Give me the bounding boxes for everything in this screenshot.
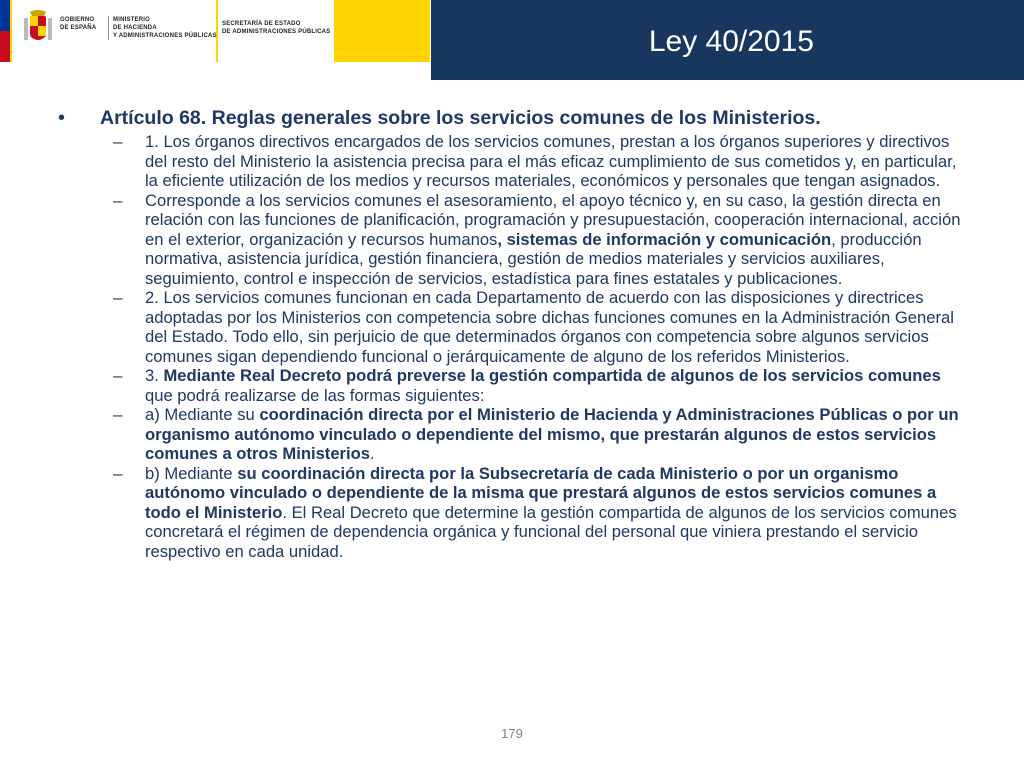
- bold-text-run: su coordinación directa por la Subsecretaría de cada Ministerio o por un organismo autónomo vinculado o dependiente de la misma que prestará algunos de estos servicios comunes a todo el Ministerio: [145, 463, 937, 522]
- logo-government-text: GOBIERNO DE ESPAÑA: [60, 17, 97, 31]
- sub-bullet-item: [113, 405, 973, 464]
- bold-text-run: Mediante Real Decreto podrá preverse la gestión compartida de algunos de los servicios comunes: [163, 366, 941, 385]
- dash-icon: –: [113, 190, 123, 210]
- sub-bullet-text: [145, 464, 973, 562]
- logo-secretaria-text: SECRETARÍA DE ESTADO DE ADMINISTRACIONES PÚBLICAS: [222, 21, 331, 35]
- text-run: 1. Los órganos directivos encargados de los servicios comunes, prestan a los órganos superiores y directivos del resto del Ministerio la asistencia precisa para el más eficaz cumplimiento de sus cometidos y, en particular, la eficiente utilización de los medios y recursos materiales, económicos y personales que tengan asignados.: [145, 132, 957, 190]
- text-run: b) Mediante: [145, 463, 238, 483]
- bold-text-run: coordinación directa por el Ministerio de Hacienda y Administraciones Públicas o por un organismo autónomo vinculado o dependiente del mismo, que prestarán algunos de estos servicios comunes a otros Ministerios: [145, 405, 959, 463]
- sub-bullet-item: [113, 464, 973, 562]
- article-heading: Artículo 68. Reglas generales sobre los servicios comunes de los Ministerios.: [100, 107, 821, 129]
- text-run: 2. Los servicios comunes funcionan en cada Departamento de acuerdo con las disposiciones y directrices adoptadas por los Ministerios con competencia sobre dichas funciones comunes en la Administración General del Estado. Todo ello, sin perjuicio de que determinados órganos con competencia sobre algunos servicios comunes sigan dependiendo funcional o jerárquicamente de alguno de los referidos Ministerios.: [145, 288, 954, 366]
- text-run: a) Mediante su: [145, 405, 260, 424]
- slide-header: [0, 0, 1024, 80]
- text-run: Corresponde a los servicios comunes el asesoramiento, el apoyo técnico y, en su caso, la gestión directa en relación con las funciones de planificación, programación y presupuestación, cooperación internacional, acción en el exterior, organización y recursos humanos: [145, 190, 961, 249]
- sub-bullet-item: [113, 191, 973, 289]
- text-run: .: [370, 444, 375, 463]
- sub-bullet-text: [145, 366, 973, 405]
- bullet-icon: •: [58, 107, 66, 129]
- text-run: , producción normativa, asistencia jurídica, gestión financiera, gestión de medios materiales y servicios auxiliares, seguimiento, control e inspección de servicios, estadística para fines estatales y publicaciones.: [145, 229, 922, 288]
- dash-icon: –: [113, 366, 123, 385]
- sub-bullet-text: [145, 132, 973, 191]
- slide-content: [58, 106, 978, 561]
- page-number: 179: [501, 726, 523, 741]
- sub-bullet-item: [113, 132, 973, 191]
- text-run: que podrá realizarse de las formas siguientes:: [145, 385, 485, 405]
- sub-bullet-text: [145, 405, 973, 464]
- dash-icon: –: [113, 405, 123, 424]
- sub-bullet-text: [145, 288, 973, 366]
- sub-bullet-text: [145, 191, 973, 289]
- eu-spain-flag-strip: [0, 0, 10, 62]
- sub-bullet-list: [113, 132, 973, 561]
- sub-bullet-item: [113, 366, 973, 405]
- coat-of-arms-icon: [22, 8, 54, 48]
- logo-ministry-text: MINISTERIO DE HACIENDA Y ADMINISTRACIONES PÚBLICAS: [108, 16, 217, 40]
- main-bullet-item: [58, 106, 978, 130]
- text-run: . El Real Decreto que determine la gestión compartida de algunos de los servicios comunes concretará el régimen de dependencia orgánica y funcional del personal que viniera prestando el servicio respectivo en cada unidad.: [145, 502, 957, 561]
- text-run: 3.: [145, 366, 164, 385]
- dash-icon: –: [113, 288, 123, 307]
- title-bar: [431, 0, 1024, 80]
- dash-icon: –: [113, 132, 123, 151]
- slide-title: Ley 40/2015: [648, 25, 814, 58]
- bold-text-run: , sistemas de información y comunicación: [497, 229, 832, 249]
- dash-icon: –: [113, 463, 123, 483]
- sub-bullet-item: [113, 288, 973, 366]
